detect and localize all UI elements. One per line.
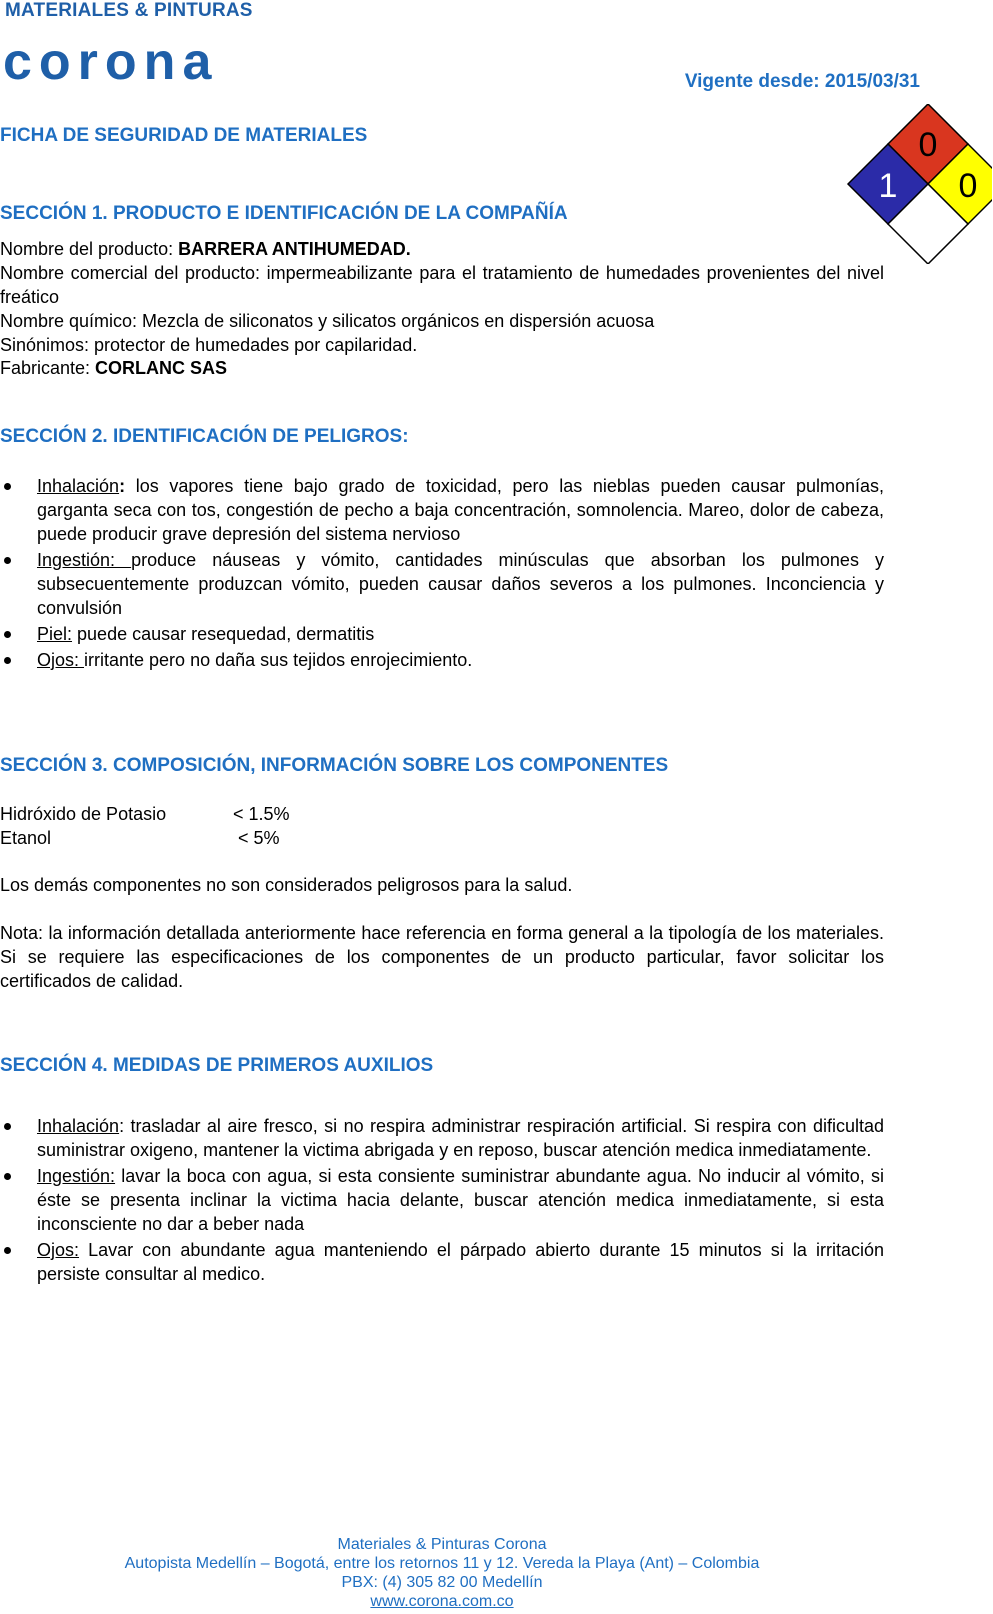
footer-phone: PBX: (4) 305 82 00 Medellín	[341, 1574, 543, 1591]
chemical-name: Nombre químico: Mezcla de siliconatos y silicatos orgánicos en dispersión acuosa	[0, 311, 655, 331]
manufacturer-label: Fabricante:	[0, 358, 96, 378]
bullet-icon	[4, 483, 11, 490]
nfpa-health-value: 1	[878, 167, 898, 205]
hazard-text: produce náuseas y vómito, cantidades minúsculas que absorban los pulmones y subsecuentemente produzcan vómito, pueden causar daños severos a los pulmones. Inconciencia y convulsión	[37, 550, 884, 618]
nfpa-reactivity-value: 0	[958, 167, 978, 205]
list-item	[0, 474, 884, 546]
component-row	[0, 802, 290, 826]
list-item	[0, 1114, 884, 1162]
nfpa-flammability-value: 0	[918, 126, 938, 164]
hazard-list	[0, 474, 884, 674]
product-name-label: Nombre del producto:	[0, 239, 179, 259]
footer-website-link[interactable]: www.corona.com.co	[370, 1593, 514, 1610]
first-aid-text: Lavar con abundante agua manteniendo el párpado abierto durante 15 minutos si la irritación persiste consultar al medico.	[37, 1240, 884, 1284]
manufacturer	[0, 356, 884, 380]
commercial-name: Nombre comercial del producto: impermeabilizante para el tratamiento de humedades provenientes del nivel freático	[0, 263, 884, 307]
component-value: < 1.5%	[233, 804, 290, 824]
document-title: FICHA DE SEGURIDAD DE MATERIALES	[0, 125, 368, 146]
bullet-icon	[4, 557, 11, 564]
component-name: Etanol	[0, 828, 52, 848]
valid-from-date: Vigente desde: 2015/03/31	[684, 71, 920, 92]
first-aid-label: Ojos:	[37, 1240, 80, 1260]
bullet-icon	[4, 1173, 11, 1180]
corona-logo: corona	[3, 33, 219, 91]
list-item	[0, 622, 884, 646]
hazard-text: irritante pero no daña sus tejidos enrojecimiento.	[84, 650, 473, 670]
bullet-icon	[4, 657, 11, 664]
first-aid-separator	[79, 1240, 88, 1260]
components-note: Los demás componentes no son considerados peligrosos para la salud.	[0, 875, 573, 895]
section-1-title: SECCIÓN 1. PRODUCTO E IDENTIFICACIÓN DE LA COMPAÑÍA	[0, 203, 568, 224]
brand-line: MATERIALES & PINTURAS	[5, 0, 253, 21]
product-name-value: BARRERA ANTIHUMEDAD.	[178, 239, 411, 259]
bullet-icon	[4, 1123, 11, 1130]
first-aid-list	[0, 1114, 884, 1288]
footer-company: Materiales & Pinturas Corona	[337, 1536, 547, 1553]
hazard-label: Piel:	[37, 624, 73, 644]
first-aid-text: trasladar al aire fresco, si no respira administrar respiración artificial. Si respira con dificultad suministrar oxigeno, mantener la victima abrigada y en reposo, buscar atención medica inmediatamente.	[37, 1116, 884, 1160]
list-item	[0, 648, 884, 672]
hazard-label: Ojos:	[37, 650, 85, 670]
synonyms: Sinónimos: protector de humedades por capilaridad.	[0, 335, 418, 355]
list-item	[0, 548, 884, 620]
bullet-icon	[4, 1247, 11, 1254]
first-aid-text: lavar la boca con agua, si esta consiente suministrar abundante agua. No inducir al vómito, si éste se presenta inclinar la victima hacia delante, buscar atención medica inmediatamente, si esta inconsciente no dar a beber nada	[37, 1166, 884, 1234]
first-aid-label: Ingestión:	[37, 1166, 116, 1186]
footer-address: Autopista Medellín – Bogotá, entre los retornos 11 y 12. Vereda la Playa (Ant) – Colombia	[124, 1555, 760, 1572]
hazard-text: puede causar resequedad, dermatitis	[77, 624, 375, 644]
component-row	[0, 826, 280, 850]
composition-disclaimer: Nota: la información detallada anteriormente hace referencia en forma general a la tipología de los materiales. Si se requiere las especificaciones de los componentes de un producto particular, favor solicitar los certificados de calidad.	[0, 923, 884, 991]
hazard-text: los vapores tiene bajo grado de toxicidad, pero las nieblas pueden causar pulmonías, garganta seca con tos, congestión de pecho a baja concentración, somnolencia. Mareo, dolor de cabeza, puede producir grave depresión del sistema nervioso	[37, 476, 884, 544]
list-item	[0, 1238, 884, 1286]
hazard-label: Ingestión:	[37, 550, 132, 570]
hazard-label: Inhalación	[37, 476, 120, 496]
list-item	[0, 1164, 884, 1236]
section-4-title: SECCIÓN 4. MEDIDAS DE PRIMEROS AUXILIOS	[0, 1055, 434, 1076]
product-name	[0, 237, 884, 261]
first-aid-separator: :	[119, 1116, 131, 1136]
bullet-icon	[4, 631, 11, 638]
section-2-title: SECCIÓN 2. IDENTIFICACIÓN DE PELIGROS:	[0, 426, 409, 447]
manufacturer-value: CORLANC SAS	[95, 358, 228, 378]
section-3-title: SECCIÓN 3. COMPOSICIÓN, INFORMACIÓN SOBRE LOS COMPONENTES	[0, 755, 669, 776]
hazard-separator: :	[119, 476, 136, 496]
first-aid-label: Inhalación	[37, 1116, 120, 1136]
component-value: < 5%	[238, 828, 280, 848]
page-footer	[0, 1535, 884, 1611]
component-name: Hidróxido de Potasio	[0, 804, 167, 824]
